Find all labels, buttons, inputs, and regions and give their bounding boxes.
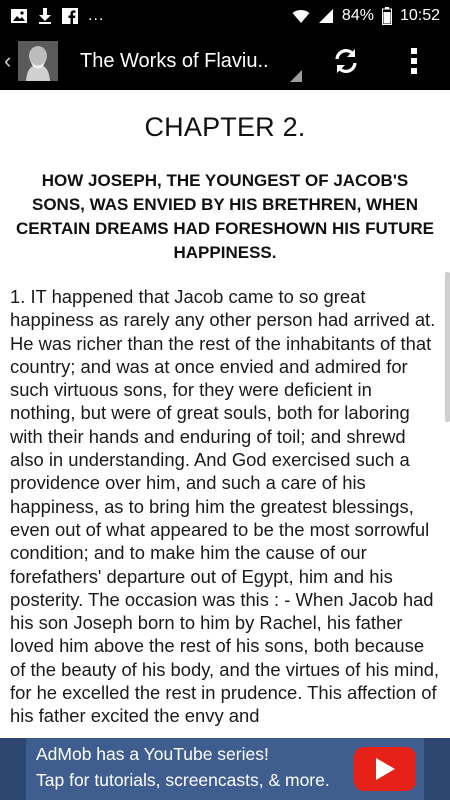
app-title: The Works of Flaviu.. (80, 49, 269, 72)
chapter-content[interactable] (0, 90, 450, 738)
chapter-heading: CHAPTER 2. (144, 112, 306, 142)
book-title-spinner[interactable] (80, 32, 302, 90)
youtube-play-button[interactable] (354, 747, 416, 791)
clock: 10:52 (399, 7, 440, 24)
chapter-subtitle: HOW JOSEPH, THE YOUNGEST OF JACOB'S SONS, WAS ENVIED BY HIS BRETHREN, WHEN CERTAIN DREAMS HAD FORESHOWN HIS FUTURE HAPPINESS. (15, 171, 435, 262)
wifi-icon (292, 8, 310, 24)
spinner-arrow-icon (290, 70, 302, 82)
scrollbar[interactable] (445, 272, 450, 422)
image-icon (10, 8, 28, 24)
refresh-icon (331, 46, 361, 76)
status-bar (0, 0, 450, 32)
battery-percent: 84% (341, 7, 374, 24)
refresh-button[interactable] (328, 43, 364, 79)
signal-icon (318, 8, 334, 24)
app-bar (0, 32, 450, 90)
app-logo-avatar[interactable] (18, 41, 58, 81)
ad-banner[interactable] (0, 738, 450, 800)
overflow-notifications: ... (88, 7, 105, 24)
battery-icon (382, 7, 392, 25)
ad-headline: AdMob has a YouTube series! (36, 744, 269, 764)
overflow-menu-icon (410, 47, 418, 75)
youtube-play-icon (374, 757, 396, 781)
facebook-icon (62, 8, 78, 24)
back-chevron-icon[interactable]: ‹ (4, 48, 12, 73)
ad-content[interactable] (26, 738, 424, 800)
ad-subline: Tap for tutorials, screencasts, & more. (36, 770, 330, 790)
download-icon (38, 8, 52, 24)
overflow-menu-button[interactable] (402, 43, 426, 79)
chapter-body-text: 1. IT happened that Jacob came to so great happiness as rarely any other person had arrived at. He was richer than the rest of the inhabitants of that country; and was at once envied and admired for such virtuous sons, for they were deficient in nothing, but were of great souls, both for laboring with their hands and enduring of toil; and shrewd also in understanding. And God exercised such a providence over him, and such a care of his happiness, as to bring him the greatest blessings, even out of what appeared to be the most sorrowful condition; and to make him the cause of our forefathers' departure out of Egypt, him and his posterity. The occasion was this : - When Jacob had his son Joseph born to him by Rachel, his father loved him above the rest of his sons, both because of the beauty of his body, and the virtues of his mind, for he excelled the rest in prudence. This affection of his father excited the envy and (10, 286, 440, 727)
